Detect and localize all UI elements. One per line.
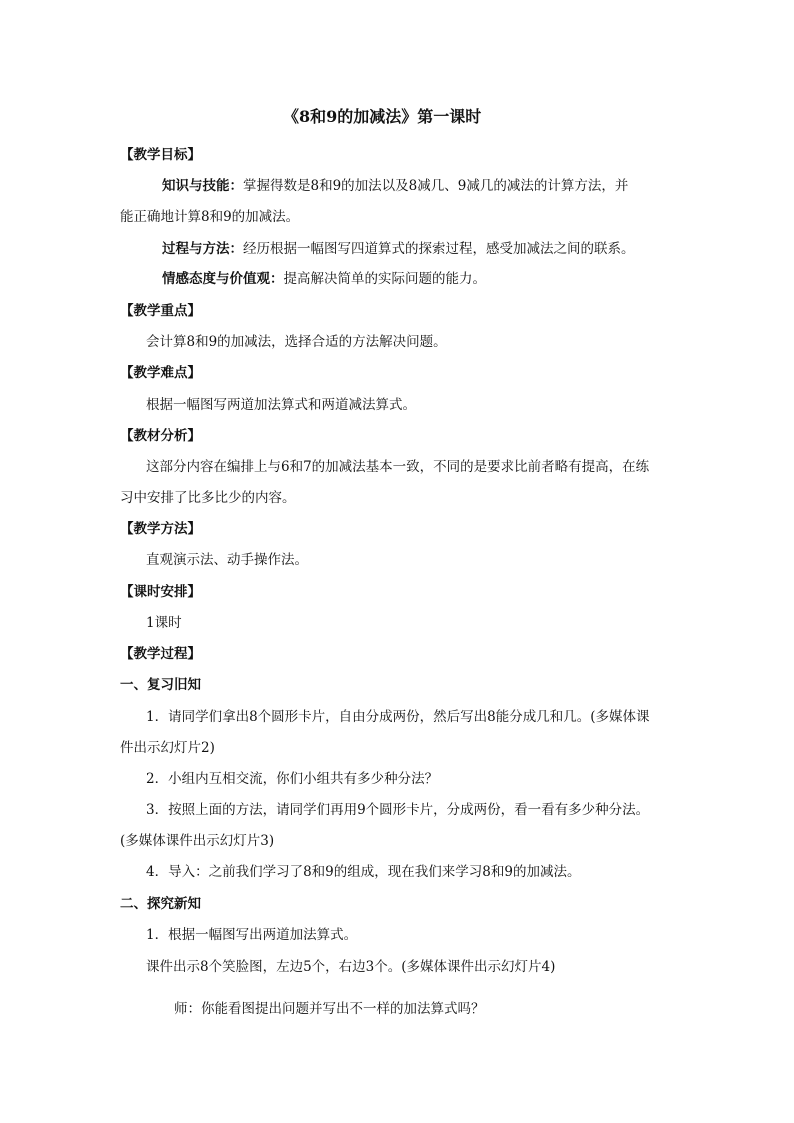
review-item-2: 2．小组内互相交流，你们小组共有多少种分法？ [146,771,439,787]
review-item-1-line-1: 1．请同学们拿出8个圆形卡片，自由分成两份，然后写出8能分成几和几。(多媒体课 [146,709,650,725]
schedule-text: 1课时 [146,615,182,631]
key-point-heading: 【教学重点】 [120,303,201,319]
emotion-goal-text: 提高解决简单的实际问题的能力。 [283,271,486,287]
page-title: 《8和9的加减法》第一课时 [283,107,482,126]
review-item-3-line-1: 3．按照上面的方法，请同学们再用9个圆形卡片，分成两份，看一看有多少种分法。 [146,802,650,818]
explore-item-1-detail: 课件出示8个笑脸图，左边5个，右边3个。(多媒体课件出示幻灯片4) [146,959,556,975]
key-point-text: 会计算8和9的加减法，选择合适的方法解决问题。 [146,334,447,350]
review-item-3-line-2: (多媒体课件出示幻灯片3) [120,833,275,849]
knowledge-line-1 [162,177,628,195]
process-heading: 【教学过程】 [120,646,201,662]
method-heading: 【教学方法】 [120,521,201,537]
analysis-heading: 【教材分析】 [120,428,201,444]
analysis-line-2: 习中安排了比多比少的内容。 [120,490,296,506]
explore-item-1: 1．根据一幅图写出两道加法算式。 [146,927,358,943]
section-review-heading: 一、复习旧知 [120,677,201,693]
method-text: 直观演示法、动手操作法。 [146,552,308,568]
knowledge-label: 知识与技能： [162,178,243,194]
process-goal-label: 过程与方法： [162,241,243,257]
goals-heading: 【教学目标】 [120,147,201,163]
process-goal-text: 经历根据一幅图写四道算式的探索过程，感受加减法之间的联系。 [243,241,635,257]
emotion-goal-line [162,270,486,288]
review-item-1-line-2: 件出示幻灯片2) [120,740,215,756]
emotion-goal-label: 情感态度与价值观： [162,271,284,287]
knowledge-text: 掌握得数是8和9的加法以及8减几、9减几的减法的计算方法，并 [243,178,629,194]
section-explore-heading: 二、探究新知 [120,896,201,912]
difficulty-text: 根据一幅图写两道加法算式和两道减法算式。 [146,397,416,413]
difficulty-heading: 【教学难点】 [120,365,201,381]
schedule-heading: 【课时安排】 [120,584,201,600]
teacher-question: 师：你能看图提出问题并写出不一样的加法算式吗？ [174,1001,485,1017]
knowledge-line-2: 能正确地计算8和9的加减法。 [120,209,300,225]
review-item-4: 4．导入：之前我们学习了8和9的组成，现在我们来学习8和9的加减法。 [146,864,581,880]
analysis-line-1: 这部分内容在编排上与6和7的加减法基本一致，不同的是要求比前者略有提高，在练 [146,459,650,475]
process-goal-line [162,240,635,258]
